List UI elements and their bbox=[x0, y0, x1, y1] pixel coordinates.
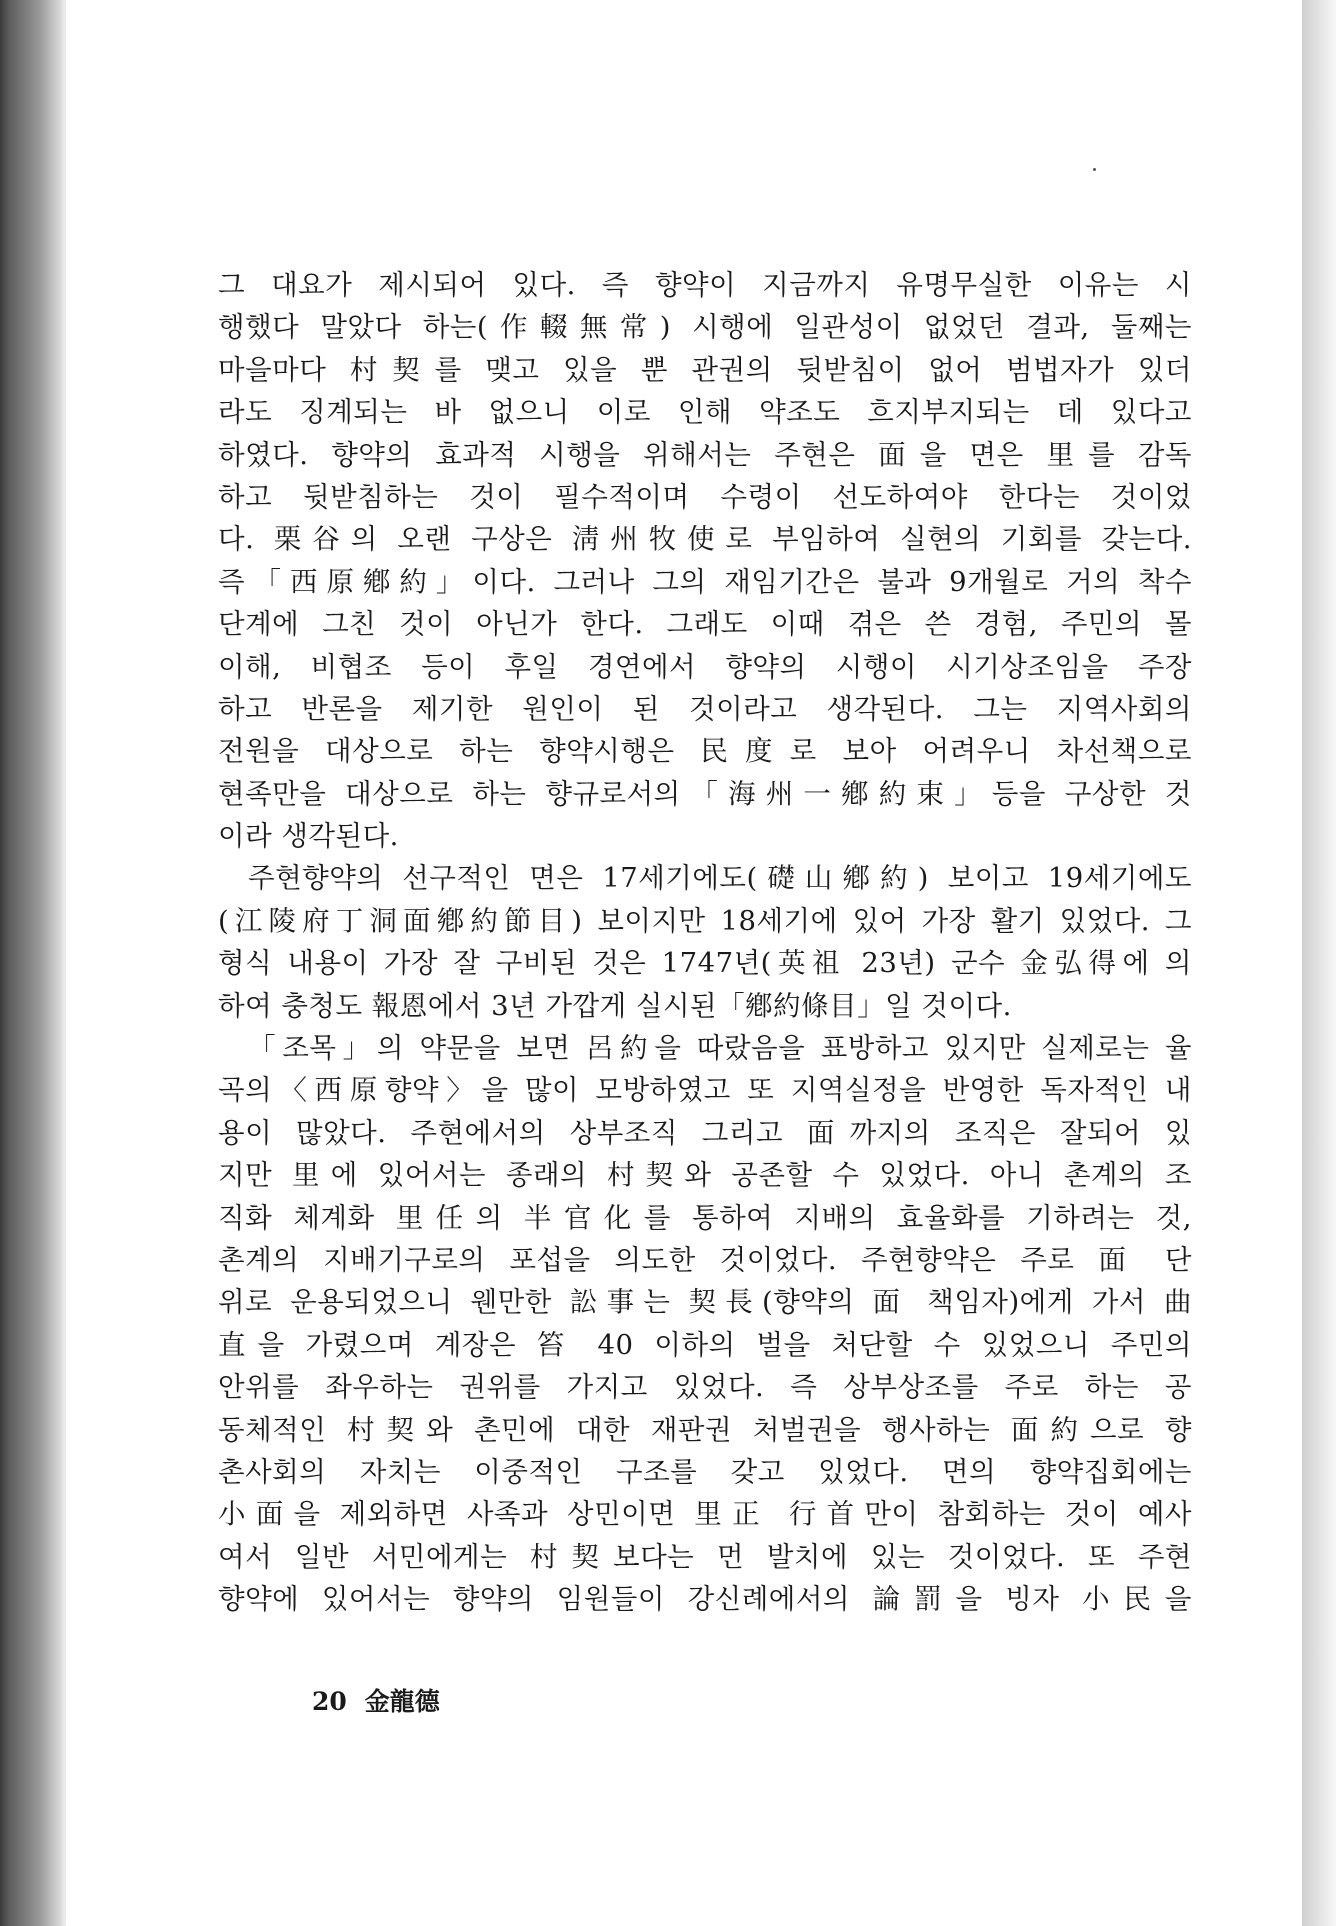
text-line: 즉「西原鄕約」이다. 그러나 그의 재임기간은 불과 9개월로 거의 착수 bbox=[218, 565, 1192, 598]
text-line: 향약에 있어서는 향약의 임원들이 강신례에서의 論罰을 빙자 小民을 bbox=[218, 1583, 1192, 1616]
author-name: 金龍德 bbox=[364, 1687, 440, 1716]
text-line: 라도 징계되는 바 없으니 이로 인해 약조도 흐지부지되는 데 있다고 bbox=[218, 396, 1192, 429]
text-line: (江陵府丁洞面鄕約節目) 보이지만 18세기에 있어 가장 활기 있었다. 그 bbox=[218, 904, 1192, 937]
page-footer bbox=[312, 1682, 440, 1718]
text-line: 하였다. 향약의 효과적 시행을 위해서는 주현은 面을 면은 里를 감독 bbox=[218, 438, 1192, 471]
text-line: 다. 栗谷의 오랜 구상은 淸州牧使로 부임하여 실현의 기회를 갖는다. bbox=[218, 523, 1192, 556]
text-line: 현족만을 대상으로 하는 향규로서의「海州一鄕約束」등을 구상한 것 bbox=[218, 777, 1192, 810]
text-line: 지만 里에 있어서는 종래의 村契와 공존할 수 있었다. 아니 촌계의 조 bbox=[218, 1159, 1192, 1192]
text-line: 곡의〈西原향약〉을 많이 모방하였고 또 지역실정을 반영한 독자적인 내 bbox=[218, 1074, 1192, 1107]
text-line: 이라 생각된다. bbox=[218, 820, 399, 853]
text-line: 「조목」의 약문을 보면 呂約을 따랐음을 표방하고 있지만 실제로는 율 bbox=[248, 1032, 1192, 1065]
text-line: 마을마다 村契를 맺고 있을 뿐 관권의 뒷받침이 없어 범법자가 있더 bbox=[218, 353, 1192, 386]
text-line: 주현향약의 선구적인 면은 17세기에도(礎山鄕約) 보이고 19세기에도 bbox=[248, 862, 1192, 895]
text-line: 여서 일반 서민에게는 村契보다는 먼 발치에 있는 것이었다. 또 주현 bbox=[218, 1540, 1192, 1573]
text-line: 행했다 말았다 하는(作輟無常) 시행에 일관성이 없었던 결과, 둘째는 bbox=[218, 311, 1192, 344]
text-line: 촌계의 지배기구로의 포섭을 의도한 것이었다. 주현향약은 주로 面 단 bbox=[218, 1243, 1192, 1276]
scan-speck bbox=[1093, 168, 1096, 171]
text-line: 하여 충청도 報恩에서 3년 가깝게 실시된「鄕約條目」일 것이다. bbox=[218, 989, 1012, 1022]
page-gutter-shadow bbox=[0, 0, 66, 1926]
text-line: 동체적인 村契와 촌민에 대한 재판권 처벌권을 행사하는 面約으로 향 bbox=[218, 1413, 1192, 1446]
text-line: 小面을 제외하면 사족과 상민이면 里正 行首만이 참회하는 것이 예사 bbox=[218, 1498, 1192, 1531]
page-number: 20 bbox=[312, 1687, 347, 1716]
text-line: 직화 체계화 里任의 半官化를 통하여 지배의 효율화를 기하려는 것, bbox=[218, 1201, 1192, 1234]
text-line: 단계에 그친 것이 아닌가 한다. 그래도 이때 겪은 쓴 경험, 주민의 몰 bbox=[218, 608, 1192, 641]
text-line: 直을 가렸으며 계장은 笞 40 이하의 벌을 처단할 수 있었으니 주민의 bbox=[218, 1328, 1192, 1361]
text-line: 전원을 대상으로 하는 향약시행은 民度로 보아 어려우니 차선책으로 bbox=[218, 735, 1192, 768]
text-line: 위로 운용되었으니 웬만한 訟事는 契長(향약의 面 책임자)에게 가서 曲 bbox=[218, 1286, 1192, 1319]
text-line: 이해, 비협조 등이 후일 경연에서 향약의 시행이 시기상조임을 주장 bbox=[218, 650, 1192, 683]
page-right-margin bbox=[1302, 0, 1336, 1926]
text-line: 형식 내용이 가장 잘 구비된 것은 1747년(英祖 23년) 군수 金弘得에 의 bbox=[218, 947, 1192, 980]
text-line: 하고 뒷받침하는 것이 필수적이며 수령이 선도하여야 한다는 것이었 bbox=[218, 480, 1192, 513]
text-line: 하고 반론을 제기한 원인이 된 것이라고 생각된다. 그는 지역사회의 bbox=[218, 692, 1192, 725]
text-line: 안위를 좌우하는 권위를 가지고 있었다. 즉 상부상조를 주로 하는 공 bbox=[218, 1371, 1192, 1404]
text-line: 촌사회의 자치는 이중적인 구조를 갖고 있었다. 면의 향약집회에는 bbox=[218, 1455, 1192, 1488]
body-text bbox=[218, 264, 1192, 1621]
text-line: 그 대요가 제시되어 있다. 즉 향약이 지금까지 유명무실한 이유는 시 bbox=[218, 269, 1192, 301]
text-line: 용이 많았다. 주현에서의 상부조직 그리고 面까지의 조직은 잘되어 있 bbox=[218, 1116, 1192, 1149]
